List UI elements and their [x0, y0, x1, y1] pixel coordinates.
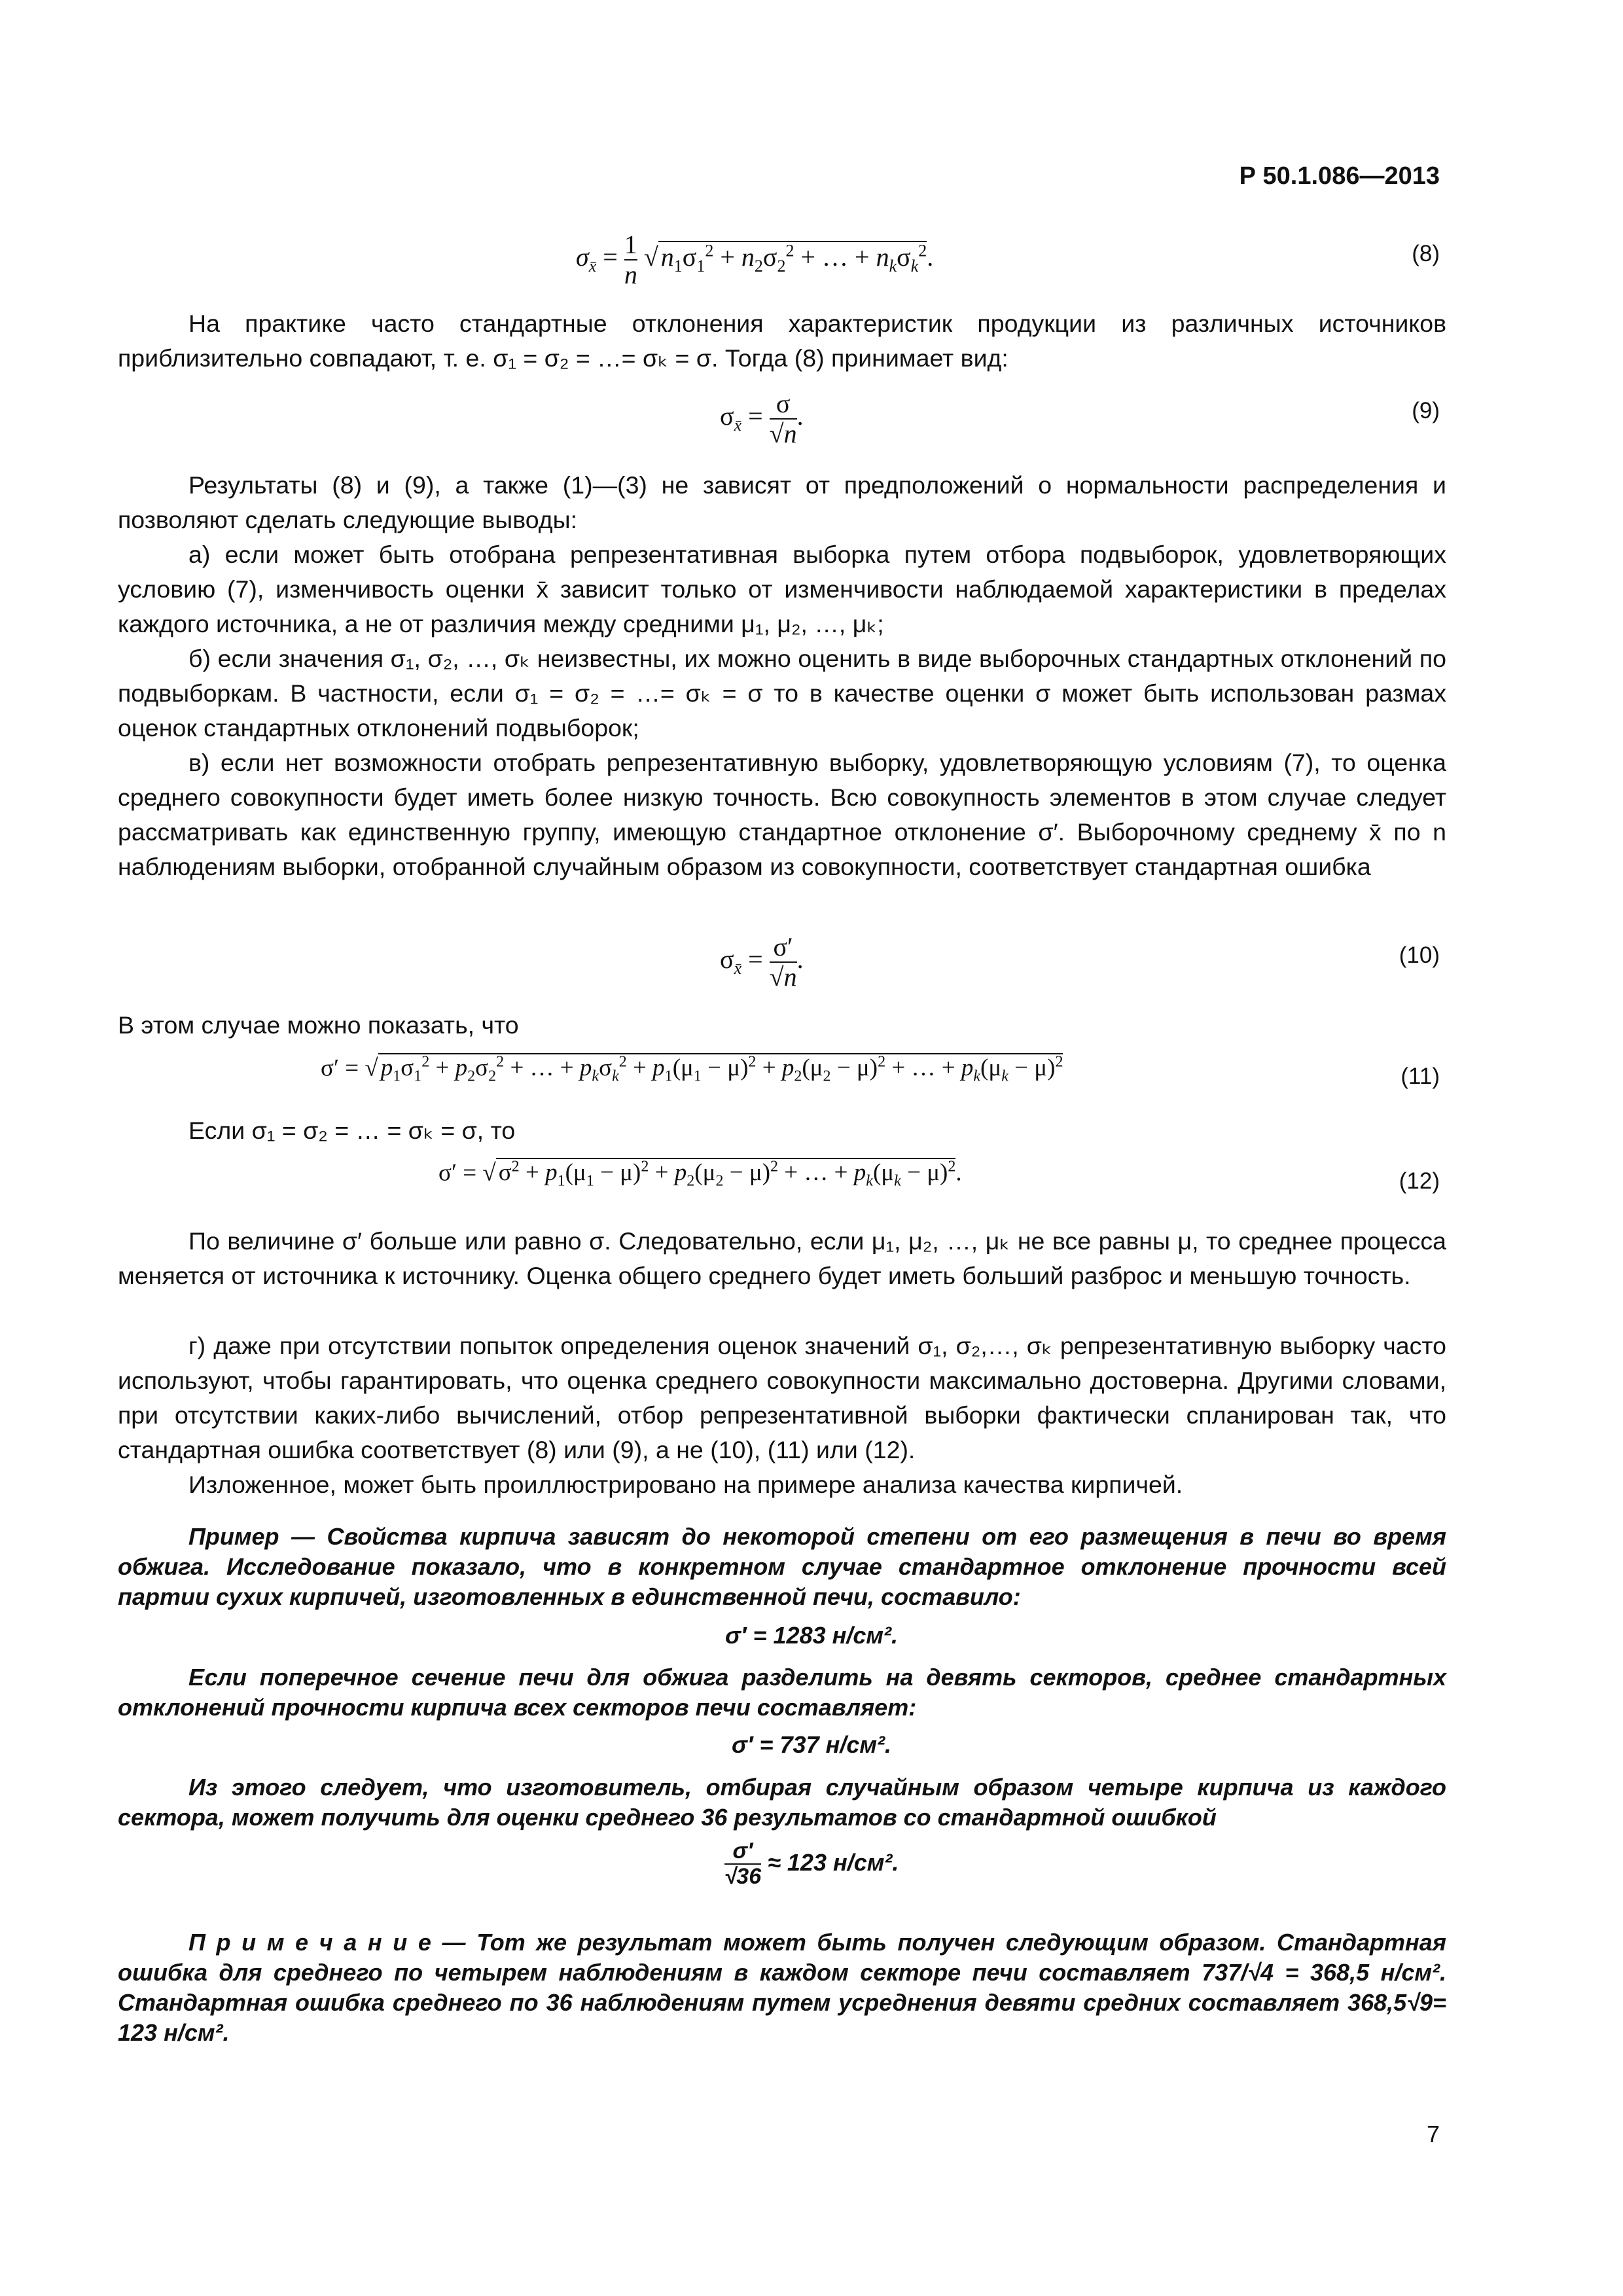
equation-10: $\sigma_{x̄}$ = $\frac{\sigma'}{√n}$ . — [720, 932, 804, 992]
example-value-3-tail: ≈ 123 н/см². — [768, 1848, 899, 1876]
paragraph-results: Результаты (8) и (9), а также (1)—(3) не зависят от предположений о нормальности распределения и позволяют сделать следующие выводы: — [118, 471, 1446, 533]
example-manufacturer: Из этого следует, что изготовитель, отбирая случайным образом четыре кирпича из каждого сектора, может получить для оценки среднего 36 результатов со стандартной ошибкой — [118, 1774, 1446, 1831]
equation-number-12: (12) — [1399, 1168, 1440, 1194]
example-value-1: σ′ = 1283 н/см². — [724, 1622, 899, 1649]
paragraph-can-show: В этом случае можно показать, что — [118, 1011, 519, 1039]
paragraph-item-g: г) даже при отсутствии попыток определения оценок значений σ₁, σ₂,…, σₖ репрезентативную выборку часто используют, чтобы гарантировать, что оценка среднего совокупности максимально достоверна. Другими словами, при отсутствии каких-либо вычислений, отбор репрезентативной выборки фактически спланирован так, что стандартная ошибка соответствует (8) или (9), а не (10), (11) или (12). — [118, 1332, 1446, 1463]
paragraph-illustration: Изложенное, может быть проиллюстрировано на примере анализа качества кирпичей. — [188, 1471, 1183, 1498]
std-error-fraction: $\frac{\sigma'}{√36}$ — [724, 1839, 762, 1890]
equation-number-10: (10) — [1399, 942, 1440, 968]
paragraph-item-a: а) если может быть отобрана репрезентативная выборка путем отбора подвыборок, удовлетворяющих условию (7), изменчивость оценки x̄ зависит только от изменчивости наблюдаемой характеристики в пределах каждого источника, а не от различия между средними μ₁, μ₂, …, μₖ; — [118, 541, 1446, 637]
equation-12: σ′ = √ $\sigma^2 + p_1(\mu_1 - \mu)^2 + p_2(\mu_2 - \mu)^2$ + … + $p_k(\mu_k - \mu)^2$. — [438, 1158, 962, 1190]
example-value-2: σ′ = 737 н/см². — [731, 1731, 891, 1758]
page-number: 7 — [1426, 2121, 1440, 2147]
paragraph-item-v: в) если нет возможности отобрать репрезентативную выборку, удовлетворяющую условиям (7), то оценка среднего совокупности будет иметь более низкую точность. Всю совокупность элементов в этом случае следует рассматривать как единственную группу, имеющую стандартное отклонение σ′. Выборочному среднему x̄ по n наблюдениям выборки, отобранной случайным образом из совокупности, соответствует стандартная ошибка — [118, 749, 1446, 880]
equation-8: $\sigma_{x̄}$ = $\frac{1}{n}$ √ $n_1\sigma_1^2 + n_2\sigma_2^2$ + … + $n_k\sigma_k^2$. — [576, 230, 934, 289]
example-note: П р и м е ч а н и е — Тот же результат может быть получен следующим образом. Стандартная ошибка для среднего по четырем наблюдениям в каждом секторе печи составляет 737/√4 = 368,5 н/см². Стандартная ошибка среднего по 36 наблюдениям путем усреднения девяти средних составляет 368,5√9= 123 н/см². — [118, 1929, 1446, 2046]
document-code: Р 50.1.086—2013 — [1239, 162, 1440, 190]
equation-number-8: (8) — [1412, 241, 1440, 266]
equation-number-11: (11) — [1400, 1064, 1440, 1089]
equation-11: σ′ = √ $p_1\sigma_1^2 + p_2\sigma_2^2$ + … + $p_k\sigma_k^2 + p_1(\mu_1 - \mu)^2 + p_2(\mu_2 - \mu)^2$ + … + $p_k(\mu_k - \mu)^2$ — [321, 1054, 1063, 1085]
example-sectors: Если поперечное сечение печи для обжига разделить на девять секторов, среднее стандартных отклонений прочности кирпича всех секторов печи составляет: — [118, 1664, 1446, 1721]
paragraph-item-b: б) если значения σ₁, σ₂, …, σₖ неизвестны, их можно оценить в виде выборочных стандартных отклонений по подвыборкам. В частности, если σ₁ = σ₂ = …= σₖ = σ то в качестве оценки σ может быть использован размах оценок стандартных отклонений подвыборок; — [118, 645, 1446, 742]
paragraph-if-equal: Если σ₁ = σ₂ = … = σₖ = σ, то — [188, 1117, 516, 1144]
paragraph-magnitude: По величине σ′ больше или равно σ. Следовательно, если μ₁, μ₂, …, μₖ не все равны μ, то среднее процесса меняется от источника к источнику. Оценка общего среднего будет иметь больший разброс и меньшую точность. — [118, 1227, 1446, 1289]
paragraph-practice: На практике часто стандартные отклонения характеристик продукции из различных источников приблизительно совпадают, т. е. σ₁ = σ₂ = …= σₖ = σ. Тогда (8) принимает вид: — [118, 310, 1446, 372]
equation-number-9: (9) — [1412, 398, 1440, 423]
example-value-3 — [0, 1839, 1623, 1890]
equation-9: $\sigma_{x̄}$ = $\frac{\sigma}{√n}$ . — [720, 389, 804, 448]
example-intro: Пример — Свойства кирпича зависят до некоторой степени от его размещения в печи во время обжига. Исследование показало, что в конкретном случае стандартное отклонение прочности всей партии сухих кирпичей, изготовленных в единственной печи, составило: — [118, 1523, 1446, 1610]
